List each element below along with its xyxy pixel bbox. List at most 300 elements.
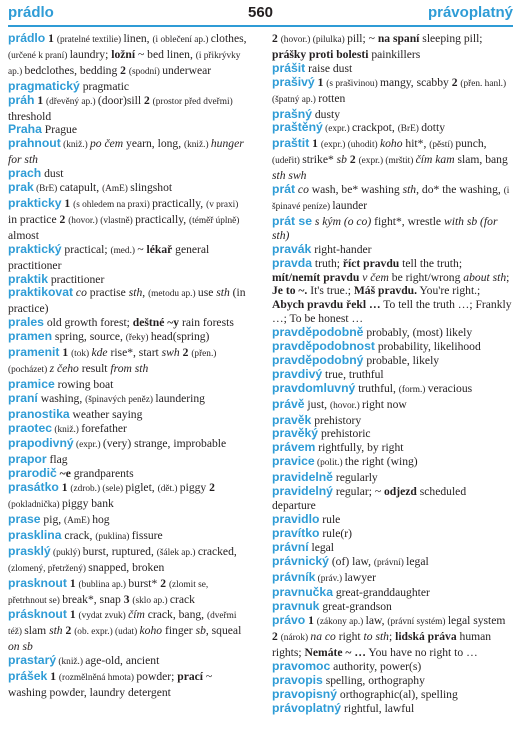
entry-headword: právní [272,539,309,554]
translation-text: (very) strange, improbable [102,437,227,451]
translation-text: dusty [311,107,340,121]
translation-text: legal [406,554,429,568]
translation-text: ~ bed linen, [135,47,196,61]
dictionary-entry [272,541,512,555]
entry-headword: pravidelně [272,470,333,485]
italic-note: kde [91,346,108,360]
entry-headword: právník [272,569,316,584]
bold-phrase: říct pravdu [342,256,400,270]
usage-label: (kniž.) [60,140,90,151]
entry-headword: pramen [8,329,53,344]
translation-text: legal [308,540,335,554]
entry-headword: právoplatný [272,700,342,715]
entry-headword: pravdivý [272,366,323,381]
italic-note: koho [379,137,403,151]
bold-phrase: deštné ~y [132,316,180,330]
entry-headword: praktický [8,241,62,256]
translation-text: scheduled departure [272,485,467,512]
entry-headword: pravítko [272,525,320,540]
entry-headword: pravák [272,241,312,256]
translation-text: pragmatic [79,79,130,93]
entry-headword: prasátko [8,480,59,495]
dictionary-entry [272,600,512,614]
bold-phrase: 2 [209,481,215,495]
translation-text: cracked, [197,544,237,558]
usage-label: (ob. expr.) (udat) [74,627,140,638]
usage-label: (i špinavé peníze) [272,186,510,212]
usage-label: (BrE) [33,184,60,195]
translation-text: use [197,286,217,300]
page-number: 560 [247,4,274,21]
entry-headword: pravda [272,255,312,270]
dictionary-entry [272,471,512,485]
usage-label: (BrE) [397,124,422,135]
usage-label: (s ohledem na praxi) [73,199,153,210]
dictionary-entry [8,392,248,408]
dictionary-entry [272,121,512,137]
translation-text: hog [92,513,110,526]
translation-text: regularly [332,471,378,485]
translation-text: linen, [123,32,153,45]
translation-text: pig, [40,513,65,526]
usage-label: (sklo ap.) [132,595,170,606]
entry-headword: pravomoc [272,658,331,673]
usage-label: (zlomený, přetržený) [8,563,89,574]
dictionary-entry [8,346,248,378]
italic-note: koho [139,624,163,638]
usage-label: (práv.) [315,573,345,584]
bold-phrase: 2 [160,576,169,590]
translation-text: right-hander [311,242,372,256]
dictionary-entry [272,243,512,257]
entry-headword: pravěk [272,412,312,427]
dictionary-entry [272,368,512,382]
dictionary-entry [272,414,512,428]
dictionary-entry [8,316,248,330]
bold-phrase: 1 [61,196,74,210]
bold-phrase: 2 [182,346,192,360]
translation-text: fissure [131,528,163,542]
usage-label: (zlomit se, přetrhnout se) [8,579,209,606]
usage-label: (kniž.) [184,140,211,151]
dictionary-entry [272,108,512,122]
entry-headword: pragmatický [8,78,80,93]
dictionary-entry [8,467,248,481]
entry-headword: prahnout [8,136,61,151]
translation-text: ; [388,630,396,644]
translation-text: raise dust [305,61,353,75]
dictionary-entry [8,330,248,346]
translation-text: head(spring) [150,330,210,344]
usage-label: (přen.) (pocházet) [8,349,217,375]
translation-text: general practitioner [8,242,210,272]
translation-text: hit*, [402,137,430,151]
dictionary-entry [8,243,248,273]
bold-phrase: 1 [34,93,47,107]
dictionary-entry [272,441,512,455]
entry-headword: prastarý [8,653,57,668]
translation-text: powder; [136,670,178,684]
usage-label: (i oblečení ap.) [152,35,211,45]
dictionary-entry [8,408,248,422]
translation-text: (in practice) [8,286,246,316]
entry-headword: pramice [8,376,55,391]
dictionary-entry [8,286,248,316]
dictionary-entry [272,62,512,76]
translation-text: rightfully, by right [315,441,404,455]
dictionary-entry [8,273,248,287]
translation-text: It's true.; [307,284,354,298]
dictionary-entry [272,340,512,354]
usage-label: (zákony ap.) [316,617,366,628]
usage-label: (expr.) [322,124,352,135]
entry-headword: prašivý [272,74,315,89]
bold-phrase: 2 [272,32,281,45]
entry-headword: Praha [8,122,42,137]
usage-label: (expr.) (mrštit) [358,156,416,167]
translation-text: piggy [179,481,210,495]
dictionary-entry [272,257,512,327]
italic-note: with sb (for sth) [272,214,498,242]
translation-text: the right (wing) [344,455,418,469]
dictionary-entry [272,527,512,541]
bold-phrase: 1 [309,137,321,151]
page-header [8,3,513,27]
usage-label: (téměř úplně) [189,215,240,226]
usage-label: (udeřit) [272,156,303,167]
entry-headword: právo [272,613,306,628]
dictionary-entry [272,215,512,243]
italic-note: from sth [110,361,149,375]
translation-text: crackpot, [351,121,398,135]
translation-text: wash, be* washing [308,183,403,197]
italic-note: po čem [89,137,124,151]
italic-note: z čeho [49,361,79,375]
translation-text: piglet, [125,481,158,495]
translation-text: practically, [135,212,190,226]
bold-phrase: mít/nemít pravdu [272,270,360,284]
bold-phrase: na spaní [377,32,420,45]
translation-text: lawyer [344,570,376,584]
dictionary-entry [8,422,248,438]
entry-headword: pravěký [272,426,319,441]
translation-text: great-grandson [319,600,392,614]
usage-label: (spodní) [128,66,163,77]
translation-text: forefather [81,421,127,435]
italic-note: sb [336,153,347,167]
usage-label: (dět.) [157,484,180,495]
translation-text: launder [332,198,368,212]
translation-text: be right/wrong [388,270,464,284]
translation-text: true, truthful [322,367,384,381]
translation-text: flag [46,453,68,467]
entry-headword: praktik [8,271,48,286]
translation-text: washing, [37,391,86,405]
dictionary-entry [272,382,512,398]
italic-note: sth [402,183,417,197]
bold-phrase: lékař [146,242,173,256]
translation-text: , do* the washing, [416,183,504,197]
entry-headword: pravnuk [272,599,320,614]
dictionary-entry [272,455,512,471]
dictionary-entry [272,513,512,527]
translation-text: , [142,286,149,300]
translation-text: truth; [311,256,343,270]
translation-text: sleeping pill; [419,32,483,45]
translation-text: just, [304,397,330,411]
dictionary-entry [272,398,512,414]
italic-note: sth [216,286,230,300]
translation-text: authority, power(s) [330,659,422,673]
entry-headword: prát se [272,213,312,228]
translation-text: practically, [152,196,207,210]
entry-headword: prádlo [8,31,46,45]
dictionary-entry [8,197,248,243]
usage-label: (metodu ap.) [148,289,198,300]
dictionary-entry [272,32,512,62]
entry-headword: prapodivný [8,436,74,451]
dictionary-entry [8,654,248,670]
usage-label: (AmE) [102,184,131,195]
italic-note: s kým (o co) [311,214,372,228]
translation-text: probability, likelihood [374,340,481,354]
usage-label: (v praxi) [206,199,239,210]
translation-text: crack [169,592,195,606]
dictionary-entry [272,674,512,688]
bold-phrase: 1 [58,481,71,495]
translation-text: underwear [162,63,212,77]
usage-label: (hovor.) [329,400,363,411]
dictionary-entry [272,614,512,660]
bold-phrase: 2 [272,630,281,644]
translation-text: legal system [447,614,506,628]
translation-text: truthful, [355,381,399,395]
translation-text: veracious [427,381,473,395]
dictionary-entry [272,660,512,674]
usage-label: (právní systém) [387,617,448,628]
translation-text: slingshot [130,181,173,195]
bold-phrase: 1 [47,670,59,684]
translation-text: piggy bank [61,497,114,511]
usage-label: (pratelné textilie) [56,35,124,45]
dictionary-entry [8,453,248,467]
translation-text: human rights; [272,630,492,660]
usage-label: (rozmělněná hmota) [58,673,137,684]
dictionary-entry [8,94,248,124]
dictionary-entry [8,577,248,609]
entry-headword: prarodič [8,466,57,481]
entry-headword: pravidelný [272,484,333,499]
entry-headword: pravidlo [272,511,320,526]
translation-text: result [78,361,111,375]
usage-label: (zdrob.) (sele) [70,484,126,495]
header-guide-word-left: prádlo [8,4,54,21]
dictionary-entry [272,137,512,183]
translation-text: clothes, [210,32,247,45]
translation-text: great-granddaughter [332,586,430,600]
dictionary-entry [272,702,512,716]
translation-text: threshold [8,109,52,123]
translation-text: rise*, start [107,346,162,360]
italic-note: sth [49,624,63,638]
dictionary-entry [272,485,512,513]
bold-phrase: 2 [143,93,153,107]
bold-phrase: Nemáte ~ … [304,646,366,660]
translation-text: yearn, long, [123,137,185,151]
entry-headword: prásknout [8,607,67,622]
bold-phrase: 1 [314,75,327,89]
italic-note: to sth [363,630,389,644]
translation-text: laundering [155,391,205,405]
dictionary-entry [8,608,248,654]
entry-headword: prasklina [8,527,62,542]
italic-note: sth [128,286,143,300]
usage-label: (kniž.) [52,424,82,435]
entry-headword: praktikovat [8,285,74,300]
italic-note: v čem [362,270,389,284]
bold-phrase: Máš pravdu. [353,284,417,298]
dictionary-entry [272,354,512,368]
entry-headword: pranostika [8,406,70,421]
translation-text: dotty [421,121,446,135]
usage-label: (pokladnička) [8,500,62,511]
bold-phrase: 2 [349,153,359,167]
translation-text: (of) law, [328,554,374,568]
bold-phrase: Abych pravdu řekl … [272,298,381,312]
translation-text: ~ [137,242,147,256]
bold-phrase: ložní [111,47,136,61]
dictionary-entry [8,137,248,167]
translation-text: , squeal [205,624,242,638]
usage-label: (pěstí) [429,140,456,151]
translation-text: burst* [128,576,161,590]
entry-headword: prášek [8,669,48,684]
usage-label: (řeky) [125,333,151,344]
translation-text: You're right.; [417,284,481,298]
translation-text: crack, [61,528,96,542]
translation-text: snapped, broken [88,560,165,574]
entry-headword: pravopisný [272,686,338,701]
bold-phrase: 1 [305,614,317,628]
bold-phrase: 2 [65,624,75,638]
dictionary-entry [272,427,512,441]
bold-phrase: 2 [451,75,461,89]
translation-text: slam, bang [454,153,508,167]
usage-label: (přen. hanl.) (špatný ap.) [272,78,507,105]
translation-text: law, [365,614,388,628]
usage-label: (polit.) [314,458,345,469]
translation-text: practical; [61,242,111,256]
dictionary-entry [8,545,248,577]
translation-text: painkillers [368,47,421,61]
usage-label: (form.) [398,384,428,395]
translation-text: mangy, scabby [380,75,452,89]
usage-label: (puklina) [95,531,132,542]
italic-note: co [73,286,87,300]
entry-headword: prášit [272,60,306,75]
translation-text: practitioner [47,272,105,286]
translation-text: old growth forest; [43,316,133,330]
entry-headword: pravice [272,454,315,469]
entry-headword: praštit [272,136,310,151]
translation-text: probable, likely [363,353,440,367]
bold-phrase: 1 [66,576,79,590]
usage-label: (určené k praní) [8,50,70,61]
translation-text: punch, [455,137,487,151]
italic-note: sb [195,624,206,638]
italic-note: swh [161,346,180,360]
translation-text: burst, ruptured, [82,544,157,558]
translation-text: (door)sill [97,93,144,107]
translation-text: spring, source, [52,330,126,344]
italic-note: hunger for sth [8,137,244,167]
usage-label: (prostor před dveřmi) [152,96,233,107]
usage-label: (nárok) [280,633,311,644]
usage-label: (kniž.) [56,657,86,668]
dictionary-entry [8,513,248,529]
left-column [8,32,248,700]
translation-text: crack, bang, [144,608,207,622]
bold-phrase: 3 [123,592,133,606]
translation-text: break*, snap [62,592,124,606]
right-column [272,32,512,716]
usage-label: (právní) [373,557,407,568]
translation-text: right now [362,397,407,411]
entry-headword: praotec [8,420,53,435]
entry-headword: praštěný [272,120,323,135]
italic-note: co [295,183,309,197]
entry-headword: práh [8,92,35,107]
usage-label: (hovor.) (vlastně) [68,215,136,226]
header-guide-word-right: právoplatný [427,4,513,21]
translation-text: regular; ~ [332,485,384,499]
translation-text: finger [162,624,196,638]
entry-headword: pravděpodobnost [272,339,375,354]
dictionary-entry [8,123,248,137]
translation-text: rule(r) [319,526,352,540]
usage-label: (hovor.) (pilulka) [280,35,348,45]
translation-text: To tell the truth …; Frankly …; To be honest … [272,298,512,326]
translation-text: Prague [41,123,77,137]
translation-text: laundry; [69,47,112,61]
usage-label: (s prašivinou) [326,78,380,89]
usage-label: (puklý) [50,547,83,558]
entry-headword: pravdomluvný [272,380,356,395]
usage-label: (dveřmi též) [8,611,237,638]
italic-note: sth swh [272,169,307,183]
entry-headword: prašný [272,106,312,121]
entry-headword: právem [272,440,316,455]
dictionary-entry [8,529,248,545]
dictionary-entry [8,378,248,392]
translation-text: orthographic(al), spelling [337,687,458,701]
translation-text: almost [8,228,39,242]
translation-text: pill; ~ [347,32,378,45]
translation-text: rain forests [179,316,234,330]
entry-headword: prach [8,166,42,181]
entry-headword: pramenit [8,345,60,360]
usage-label: (i přikrývky ap.) [8,50,241,77]
bold-phrase: lidská práva [395,630,457,644]
entry-headword: praní [8,390,38,405]
translation-text: prehistory [311,413,362,427]
dictionary-entry [272,555,512,571]
translation-text: ; [506,270,510,284]
dictionary-entry [8,481,248,513]
dictionary-entry [8,32,248,80]
translation-text: practise [86,286,129,300]
entry-headword: prase [8,512,41,526]
